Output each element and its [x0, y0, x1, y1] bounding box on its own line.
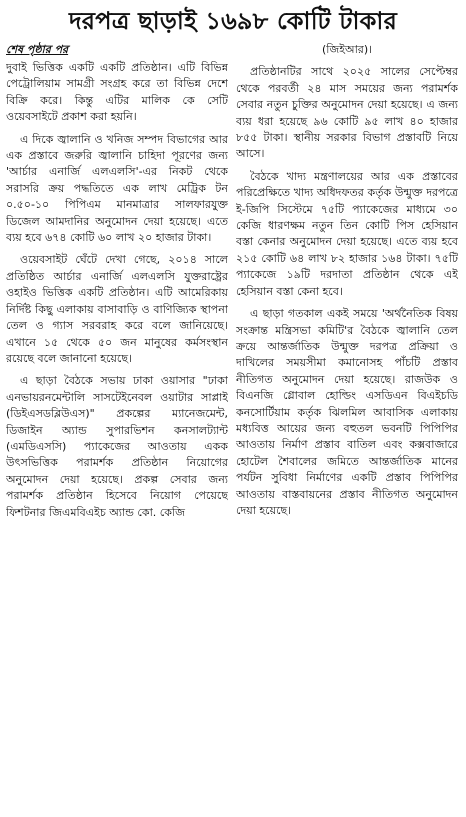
paragraph: এ ছাড়া বৈঠকে সভায় ঢাকা ওয়াসার "ঢাকা এনভায়রনমেন্টালি সাসটেইনেবল ওয়াটার সাপ্লাই (ডিইএসডব্লিউএস)" প্রকল্পের ম্যানেজমেন্ট, ডিজাইন অ্যান্ড সুপারভিশন কনসালট্যান্ট (এমডিএসসি) প্যাকেজের আওতায় একক উৎসভিত্তিক পরামর্শক প্রতিষ্ঠান নিয়োগের অনুমোদন দেয়া হয়েছে। প্রকল্প সেবার জন্য পরামর্শক প্রতিষ্ঠান হিসেবে নিয়োগ পেয়েছে ফিশটনার জিএমবিএইচ অ্যান্ড কো. কেজি: [6, 374, 228, 519]
paragraph: বৈঠকে খাদ্য মন্ত্রণালয়ের আর এক প্রস্তাবের পরিপ্রেক্ষিতে খাদ্য অধিদফতর কর্তৃক উন্মুক্ত দরপত্রে ই-জিপি সিস্টেমে ৭৫টি প্যাকেজের মাধ্যমে ৩০ কেজি ধারণক্ষম নতুন তিন কোটি পিস হেসিয়ান বস্তা কেনার অনুমোদন দেয়া হয়েছে। এতে ব্যয় হবে ২১৫ কোটি ৬৪ লাখ ৮২ হাজার ১৬৪ টাকা। ৭৫টি প্যাকেজে ১৯টি দরদাতা প্রতিষ্ঠান থেকে এই হেসিয়ান বস্তা কেনা হবে।: [236, 169, 458, 298]
byline: শেষ পৃষ্ঠার পর: [6, 43, 69, 56]
headline: দরপত্র ছাড়াই ১৬৯৮ কোটি টাকার: [69, 7, 397, 35]
right-column: [236, 42, 458, 527]
paragraph: দুবাই ভিত্তিক একটি একটি প্রতিষ্ঠান। এটি বিভিন্ন পেট্রোলিয়াম সামগ্রী সংগ্রহ করে তা বিভিন্ন দেশে বিক্রি করে। কিন্তু এটির মালিক কে সেটি ওয়েবসাইটে প্রকাশ করা হয়নি।: [6, 61, 228, 124]
paragraph: প্রতিষ্ঠানটির সাথে ২০২৫ সালের সেপ্টেম্বর থেকে পরবর্তী ২৪ মাস সময়ের জন্য পরামর্শক সেবার নতুন চুক্তির অনুমোদন দেয়া হয়েছে। এ জন্য ব্যয় ধরা হয়েছে ৯৬ কোটি ৯৫ লাখ ৪০ হাজার ৮৫৫ টাকা। স্থানীয় সরকার বিভাগ প্রস্তাবটি নিয়ে আসে।: [236, 65, 458, 161]
article-body: [6, 42, 460, 527]
paragraph: ওয়েবসাইট ঘেঁটে দেখা গেছে, ২০১৪ সালে প্রতিষ্ঠিত আর্চার এনার্জি এলএলসি যুক্তরাষ্ট্রের ওহাইও ভিত্তিক একটি প্রতিষ্ঠান। এটি আমেরিকায় নির্দিষ্ট কিছু এলাকায় বাসাবাড়ি ও বাণিজ্যিক স্থাপনা তেল ও গ্যাস সরবরাহ করে বলে জানিয়েছে। এখানে ১৫ থেকে ৫০ জন মানুষের কর্মসংস্থান রয়েছে বলে জানানো হয়েছে।: [6, 253, 228, 365]
paragraph: এ দিকে জ্বালানি ও খনিজ সম্পদ বিভাগের আর এক প্রস্তাবে জরুরি জ্বালানি চাহিদা পূরণের জন্য 'আর্চার এনার্জি এলএলসি'-এর নিকট থেকে সরাসরি ক্রয় পদ্ধতিতে এক লাখ মেট্রিক টন ০.৫০-১০ পিপিএম মানমাত্রার সালফারযুক্ত ডিজেল আমদানির অনুমোদন দেয়া হয়েছে। এতে ব্যয় হবে ৬৭৪ কোটি ৬০ লাখ ২০ হাজার টাকা।: [6, 132, 228, 245]
paragraph: এ ছাড়া গতকাল একই সময়ে 'অর্থনৈতিক বিষয় সংক্রান্ত মন্ত্রিসভা কমিটি'র বৈঠকে জ্বালানি তেল ক্রয়ে আন্তর্জাতিক উন্মুক্ত দরপত্র প্রক্রিয়া ও দাখিলের সময়সীমা কমানোসহ পাঁচটি প্রস্তাব নীতিগত অনুমোদন দেয়া হয়েছে। রাজউক ও বিএনজি গ্লোবাল হোল্ডিং এসডিএন বিএইচডি কনসোর্টিয়াম কর্তৃক ঝিলমিল আবাসিক এলাকায় মধ্যবিত্ত আয়ের জন্য বহুতল ভবনটি পিপিপির আওতায় নির্মাণ প্রস্তাব বাতিল এবং কক্সবাজারে হোটেল শৈবালের জমিতে আন্তর্জাতিক মানের পর্যটন সুবিধা নির্মাণের একটি প্রস্তাব পিপিপির আওতায় বাস্তবায়নের প্রস্তাব নীতিগত অনুমোদন দেয়া হয়েছে।: [236, 307, 458, 517]
left-column: [6, 42, 228, 527]
paragraph: (জিইআর)।: [321, 43, 373, 56]
